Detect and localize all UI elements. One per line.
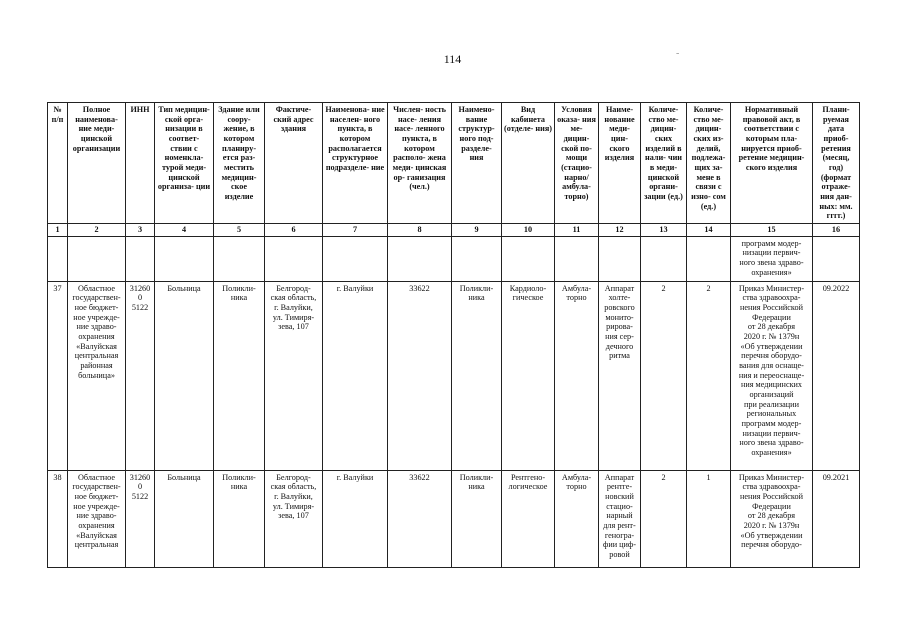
org-name: Областное государствен- ное бюджет- ное учрежде- ние здраво- охранения «Валуйская центральная районная больница»	[68, 281, 126, 470]
col-header-date: Плани- руемая дата приоб- ретения (месяц, год) (формат отраже- ния дан- ных: мм. гггг.)	[813, 103, 860, 224]
col-number: 12	[599, 224, 641, 237]
col-number: 4	[155, 224, 214, 237]
scan-mark: -	[676, 48, 680, 59]
population: 33622	[388, 470, 452, 567]
inn: 312600 5122	[126, 281, 155, 470]
col-number: 5	[214, 224, 265, 237]
unit: Поликли- ника	[452, 281, 502, 470]
col-number: 7	[323, 224, 388, 237]
col-number: 1	[48, 224, 68, 237]
col-number: 9	[452, 224, 502, 237]
col-header-address: Фактиче- ский адрес здания	[265, 103, 323, 224]
col-header-legal-act: Нормативный правовой акт, в соответствии с которым пла- нируется приоб- ретение медицин- ского изделия	[731, 103, 813, 224]
col-number: 16	[813, 224, 860, 237]
header-row	[48, 103, 860, 224]
table-row	[48, 470, 860, 567]
qty-available: 2	[641, 281, 687, 470]
row-number: 37	[48, 281, 68, 470]
purchase-date: 09.2022	[813, 281, 860, 470]
qty-replace: 2	[687, 281, 731, 470]
device: Аппарат холте- ровского монито- рирова- ния сер- дечного ритма	[599, 281, 641, 470]
col-header-population: Числен- ность насе- ления насе- ленного пункта, в котором располо- жена меди- цинская ор- ганизация (чел.)	[388, 103, 452, 224]
col-number: 14	[687, 224, 731, 237]
col-header-unit: Наимено- вание структур- ного под- разделе- ния	[452, 103, 502, 224]
col-number: 3	[126, 224, 155, 237]
col-header-device: Наиме- нование меди- цин- ского изделия	[599, 103, 641, 224]
equipment-table	[47, 102, 860, 568]
col-header-org-name: Полное наименова- ние меди- цинской организации	[68, 103, 126, 224]
col-header-inn: ИНН	[126, 103, 155, 224]
locality: г. Валуйки	[323, 281, 388, 470]
col-number: 8	[388, 224, 452, 237]
col-number: 6	[265, 224, 323, 237]
org-type: Больница	[155, 470, 214, 567]
conditions: Амбула- торно	[555, 470, 599, 567]
continuation-legal-act: программ модер- низации первич- ного звена здраво- охранения»	[731, 236, 813, 281]
table-row	[48, 281, 860, 470]
cabinet: Рентгено- логическое	[502, 470, 555, 567]
locality: г. Валуйки	[323, 470, 388, 567]
org-type: Больница	[155, 281, 214, 470]
address: Белгород- ская область, г. Валуйки, ул. Тимиря- зева, 107	[265, 281, 323, 470]
device: Аппарат рентге- новский стацио- нарный для рент- геногра- фии циф- ровой	[599, 470, 641, 567]
legal-act: Приказ Министер- ства здравоохра- нения Российской Федерации от 28 декабря 2020 г. № 1379н «Об утверждении перечня оборудо-	[731, 470, 813, 567]
population: 33622	[388, 281, 452, 470]
building: Поликли- ника	[214, 470, 265, 567]
column-number-row	[48, 224, 860, 237]
row-number: 38	[48, 470, 68, 567]
continuation-row	[48, 236, 860, 281]
col-number: 11	[555, 224, 599, 237]
cabinet: Кардиоло- гическое	[502, 281, 555, 470]
org-name: Областное государствен- ное бюджет- ное учрежде- ние здраво- охранения «Валуйская центральная	[68, 470, 126, 567]
purchase-date: 09.2021	[813, 470, 860, 567]
unit: Поликли- ника	[452, 470, 502, 567]
address: Белгород- ская область, г. Валуйки, ул. Тимиря- зева, 107	[265, 470, 323, 567]
col-header-building: Здание или соору- жение, в котором планиру- ется раз- местить медицин- ское изделие	[214, 103, 265, 224]
col-number: 13	[641, 224, 687, 237]
col-number: 10	[502, 224, 555, 237]
col-header-org-type: Тип медицин- ской орга- низации в соответ- ствии с номенкла- турой меди- цинской организа- ции	[155, 103, 214, 224]
building: Поликли- ника	[214, 281, 265, 470]
col-header-conditions: Условия оказа- ния ме- дицин- ской по- мощи (стацио- нарно/ амбула- торно)	[555, 103, 599, 224]
col-header-locality: Наименова- ние населен- ного пункта, в котором располагается структурное подразделе- ние	[323, 103, 388, 224]
page-number: 114	[443, 52, 462, 66]
col-number: 15	[731, 224, 813, 237]
legal-act: Приказ Министер- ства здравоохра- нения Российской Федерации от 28 декабря 2020 г. № 1379н «Об утверждении перечня оборудо- вания для оснаще- ния и переоснаще- ния медицинских организаций при реализации региональных программ модер- низации первич- ного звена здраво- охранения»	[731, 281, 813, 470]
qty-available: 2	[641, 470, 687, 567]
col-number: 2	[68, 224, 126, 237]
inn: 312600 5122	[126, 470, 155, 567]
conditions: Амбула- торно	[555, 281, 599, 470]
col-header-number: № п/п	[48, 103, 68, 224]
col-header-qty-available: Количе- ство ме- дицин- ских изделий в нали- чии в меди- цинской органи- зации (ед.)	[641, 103, 687, 224]
col-header-qty-replace: Количе- ство ме- дицин- ских из- делий, подлежа- щих за- мене в связи с изно- сом (ед.)	[687, 103, 731, 224]
col-header-cabinet: Вид кабинета (отделе- ния)	[502, 103, 555, 224]
qty-replace: 1	[687, 470, 731, 567]
